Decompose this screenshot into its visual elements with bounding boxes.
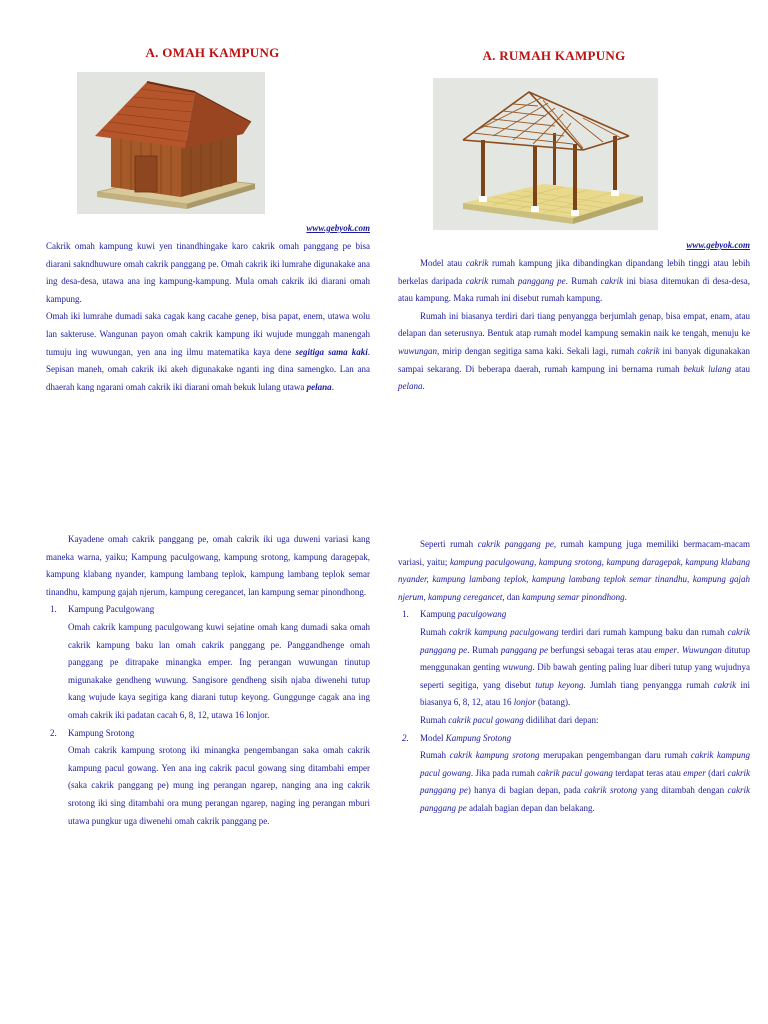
- right-paragraph-2: Rumah ini biasanya terdiri dari tiang penyangga berjumlah genap, bisa empat, enam, atau delapan dan seterusnya. Bentuk atap rumah model kampung semakin naik ke tengah, menuju ke wuwungan, mirip dengan segitiga sama kaki. Sekali lagi, rumah cakrik ini banyak digunakakan sampai sekarang. Di beberapa daerah, rumah kampung ini bernama rumah bekuk lulang atau pelana.: [398, 310, 751, 392]
- right-source-link[interactable]: www.gebyok.com: [686, 240, 750, 250]
- right-paragraph-3: Seperti rumah cakrik panggang pe, rumah kampung juga memiliki bermacam-macam variasi, yaitu; kampung paculgowang, kampung srotong, kampung daragepak, kampung klabang nyander, kampung lambang teplok, kampung lambang teplok semar tinandhu, kampung gajah njerum, kampung ceregancet, dan kampung semar pinondhong.: [398, 539, 750, 602]
- item-title: Kampung Srotong: [68, 727, 135, 738]
- wooden-house-illustration: [77, 72, 265, 214]
- item-title: Kampung paculgowang: [420, 609, 507, 620]
- list-item: 2. Model Kampung Srotong Rumah cakrik kampung srotong merupakan pengembangan daru rumah cakrik kampung pacul gowang. Jika pada rumah cakrik pacul gowang terdapat teras atau emper (dari cakrik panggang pe) hanya di bagian depan, pada cakrik srotong yang ditambah dengan cakrik panggang pe adalah bagian depan dan belakang.: [398, 730, 750, 818]
- list-item: 1. Kampung Paculgowang Omah cakrik kampung paculgowang kuwi sejatine omah kang dumadi saka omah cakrik kampung baku lan omah cakrik panggang pe. Panggandhenge omah panggang pe ditrapake minangka emper. Ing perangan wuwungan tinutup migunakake gendheng wuwung. Sangisore gendheng sisih njaba diwenehi tutup kang wujude kaya segitiga kang diarani tutup keyong. Gunggunge cagak ana ing omah cakrik iki padatan cacah 6, 8, 12, utawa 16 lonjor.: [46, 601, 370, 724]
- left-paragraph-2: Omah iki lumrahe dumadi saka cagak kang cacahe genep, bisa papat, enem, utawa wolu lan sakteruse. Wangunan payon omah cakrik kampung iki wujude munggah manengah tumuju ing wuwungan, yen ana ing ilmu matematika kaya dene segitiga sama kaki. Sepisan maneh, omah cakrik iki akeh digunakake nganti ing dina samengko. Lan ana dhaerah kang ngarani omah cakrik iki diarani omah bekuk lulang utawa pelana.: [46, 311, 370, 392]
- right-intro-text: [398, 255, 750, 396]
- item-caption: Rumah cakrik pacul gowang didilihat dari depan:: [420, 714, 599, 725]
- left-title: A. OMAH KAMPUNG: [145, 45, 280, 60]
- list-item: 1. Kampung paculgowang Rumah cakrik kampung paculgowang terdiri dari rumah kampung baku dan rumah cakrik panggang pe. Rumah panggang pe berfungsi sebagai teras atau emper. Wuwungan ditutup menggunakan genting wuwung. Dib bawah genting paling luar diberi tutup yang wujudnya seperti segitiga, yang disebut tutup keyong. Jumlah tiang penyangga rumah cakrik ini biasanya 6, 8, 12, atau 16 lonjor (batang). Rumah cakrik pacul gowang didilihat dari depan:: [398, 606, 750, 729]
- right-variations-text: [398, 536, 750, 818]
- house-frame-illustration: [433, 78, 658, 230]
- item-body: Rumah cakrik kampung srotong merupakan pengembangan daru rumah cakrik kampung pacul gowang. Jika pada rumah cakrik pacul gowang terdapat teras atau emper (dari cakrik panggang pe) hanya di bagian depan, pada cakrik srotong yang ditambah dengan cakrik panggang pe adalah bagian depan dan belakang.: [420, 750, 751, 813]
- item-body: Rumah cakrik kampung paculgowang terdiri dari rumah kampung baku dan rumah cakrik panggang pe. Rumah panggang pe berfungsi sebagai teras atau emper. Wuwungan ditutup menggunakan genting wuwung. Dib bawah genting paling luar diberi tutup yang wujudnya seperti segitiga, yang disebut tutup keyong. Jumlah tiang penyangga rumah cakrik ini biasanya 6, 8, 12, atau 16 lonjor (batang).: [420, 626, 751, 708]
- item-body: Omah cakrik kampung paculgowang kuwi sejatine omah kang dumadi saka omah cakrik kampung baku lan omah cakrik panggang pe. Panggandhenge omah panggang pe ditrapake minangka emper. Ing perangan wuwungan tinutup migunakake gendheng wuwung. Sangisore gendheng sisih njaba diwenehi tutup kang wujude kaya segitiga kang diarani tutup keyong. Gunggunge cagak ana ing omah cakrik iki padatan cacah 6, 8, 12, utawa 16 lonjor.: [68, 621, 370, 720]
- right-variation-list: [398, 606, 750, 817]
- left-paragraph-3: Kayadene omah cakrik panggang pe, omah cakrik iki uga duweni variasi kang maneka warna, yaiku; Kampung paculgowang, kampung srotong, kampung daragepak, kampung klabang nyander, kampung lambang teplok, kampung lambang teplok semar tinandhu, kampung gajah njerum, kampung ceregancet, lan kampung semar pinondhong.: [46, 534, 370, 597]
- left-intro-text: [46, 238, 370, 396]
- rumah-kampung-image: [433, 78, 658, 230]
- left-variation-list: [46, 601, 370, 830]
- item-title: Kampung Paculgowang: [68, 604, 155, 615]
- left-paragraph-1: Cakrik omah kampung kuwi yen tinandhingake karo cakrik omah panggang pe bisa diarani sakndhuwure omah cakrik panggang pe. Omah cakrik iki lumrahe digunakake ana ing desa-desa, utawa ana ing kampung-kampung. Mula omah cakrik iki diarani omah kampung.: [46, 241, 370, 304]
- left-source-link[interactable]: www.gebyok.com: [306, 223, 370, 233]
- list-item: 2. Kampung Srotong Omah cakrik kampung srotong iki minangka pengembangan saka omah cakrik kampung pacul gowang. Yen ana ing cakrik pacul gowang sing ditambahi emper (saka cakrik panggang pe) mung ing perangan ngarep, nanging ana ing cakrik srotong iki sing ditambahi ora mung perangan ngarep, naging ing perangan mburi utawa pungkur uga diwenehi omah cakrik panggang pe.: [46, 725, 370, 831]
- right-title: A. RUMAH KAMPUNG: [482, 48, 626, 63]
- left-variations-text: [46, 531, 370, 830]
- right-paragraph-1: Model atau cakrik rumah kampung jika dibandingkan dipandang lebih tinggi atau lebih berkelas daripada cakrik rumah panggang pe. Rumah cakrik ini biasa ditemukan di desa-desa, atau kampung. Maka rumah ini disebut rumah kampung.: [398, 258, 751, 304]
- item-body: Omah cakrik kampung srotong iki minangka pengembangan saka omah cakrik kampung pacul gowang. Yen ana ing cakrik pacul gowang sing ditambahi emper (saka cakrik panggang pe) mung ing perangan ngarep, nanging ana ing cakrik srotong iki sing ditambahi ora mung perangan ngarep, naging ing perangan mburi utawa pungkur uga diwenehi omah cakrik panggang pe.: [68, 745, 370, 826]
- item-title: Model Kampung Srotong: [420, 732, 512, 743]
- omah-kampung-image: [77, 72, 265, 214]
